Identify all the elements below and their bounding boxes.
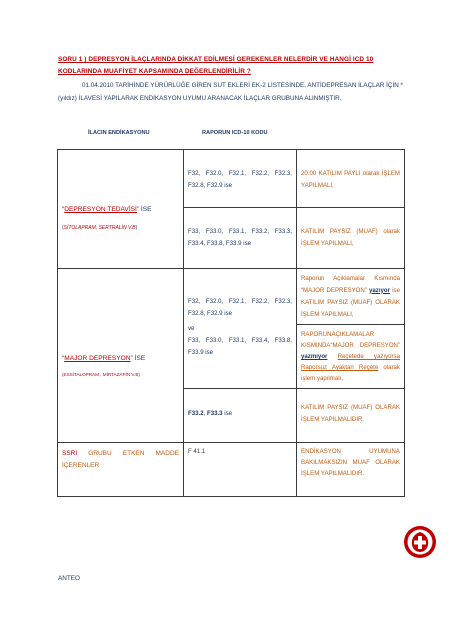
major-title: “MAJOR DEPRESYON” İSE — [62, 355, 146, 362]
depresyon-name: DEPRESYON TEDAVİSİ — [64, 206, 137, 213]
ssri-result-cell: ENDİKASYON UYUMUNA BAKILMAKSIZIN MUAF OLARAK İŞLEM YAPILMALIDIR. — [297, 443, 405, 497]
depresyon-title: “DEPRESYON TEDAVİSİ” İSE — [62, 206, 152, 213]
intro-text: 01.04.2010 TARİHİNDE YÜRÜRLÜĞE GİREN SUT EKLERİ EK-2 LİSTESİNDE, ANTİDEPRESAN İLAÇLAR İÇİN *(yıldız) İLAVESİ YAPILARAK ENDİKASYON UYUMU ARANACAK İLAÇLAR GRUBUNA ALINMIŞTIR. — [58, 82, 403, 102]
red-medical-logo-icon — [403, 525, 437, 559]
major-indication-cell — [58, 269, 184, 443]
question-title: SORU 1 ) DEPRESYON İLAÇLARINDA DİKKAT EDİLMESİ GEREKENLER NELERDİR VE HANGİ ICD 10 KODLARINDA MUAFİYET KAPSAMINDA DEĞERLENDİRİLİR ? — [58, 56, 374, 75]
header-indication: İLACIN ENDİKASYONU — [88, 130, 150, 136]
ssri-code-cell: F 41.1 — [184, 443, 297, 497]
intro-paragraph — [58, 80, 403, 105]
major-code3-cell: F33.2, F33.3 ise — [184, 389, 297, 443]
major-result2-cell: RAPORUNAÇIKLAMALAR KISMINDA“MAJOR DEPRESYON” yazmıyor Reçetede yazıyorsa Raporsuz Ayaktan Reçete olarak işlem yapılmalı, — [297, 325, 405, 389]
table-row — [58, 443, 405, 497]
ssri-indication-cell: SSRI GRUBU ETKEN MADDE İÇERENLER — [58, 443, 184, 497]
major-drugs: (ESSİTALOPRAM , MİRTAZAPİN V.B) — [62, 372, 140, 377]
indication-table — [57, 149, 405, 497]
major-result1-cell: Raporun Açıklamalar Kısmında “MAJOR DEPRESYON” yazıyor ise KATILIM PAYSIZ (MUAF) OLARAK İŞLEM YAPILMALI, — [297, 269, 405, 325]
header-icd-code: RAPORUN ICD-10 KODU — [202, 130, 268, 136]
depresyon-result2-cell: KATILIM PAYSIZ (MUAF) olarak İŞLEM YAPILMALI, — [297, 208, 405, 269]
depresyon-result1-cell: 20.00 KATILIM PAYLI olarak İŞLEM YAPILMALI, — [297, 150, 405, 208]
footer-anteo: ANTEO — [58, 575, 81, 582]
depresyon-drugs: (SİTOLAPRAM, SERTRALİN V.B) — [62, 225, 138, 231]
major-code-cell: F32, F32.0, F32.1, F32.2, F32.3, F32.8, F32.9 ise ve F33, F33.0, F33.1, F33.4, F33.8, F33.9 ise — [184, 269, 297, 389]
depresyon-indication-cell — [58, 150, 184, 269]
table-row — [58, 269, 405, 325]
depresyon-code2-cell: F33, F33.0, F33.1, F33.2, F33.3, F33.4, F33.8, F33.9 ise — [184, 208, 297, 269]
table-row — [58, 150, 405, 208]
depresyon-code1-cell: F32, F32.0, F32.1, F32.2, F32.3, F32.8, F32.9 ise — [184, 150, 297, 208]
major-name: MAJOR DEPRESYON — [64, 355, 131, 362]
major-result3-cell: KATILIM PAYSIZ (MUAF) OLARAK İŞLEM YAPILMALIDIR. — [297, 389, 405, 443]
